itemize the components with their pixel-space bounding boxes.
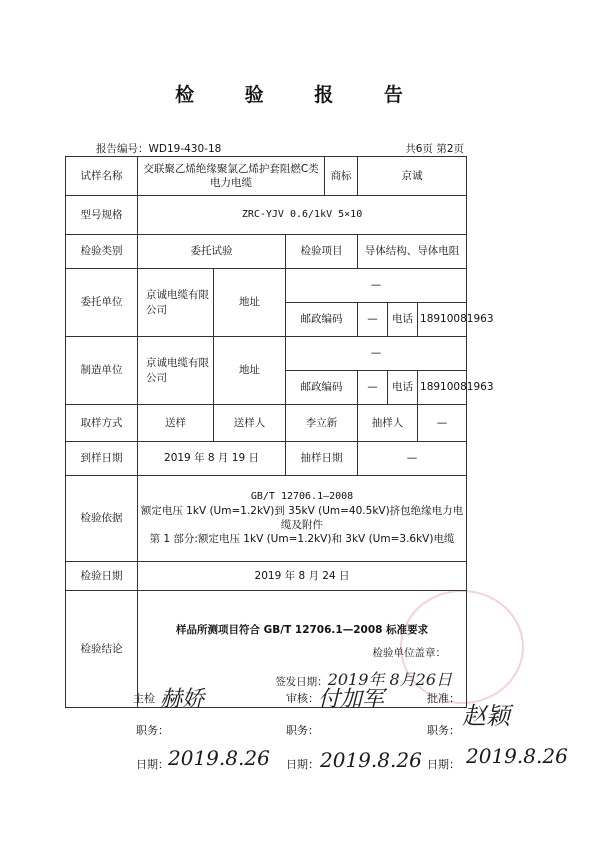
sender-label: 送样人 bbox=[214, 405, 286, 442]
stamp-label: 检验单位盖章： bbox=[372, 647, 447, 659]
client-postcode-value: — bbox=[358, 303, 388, 337]
row-sampling bbox=[66, 405, 467, 442]
brand-label: 商标 bbox=[325, 157, 358, 196]
maker-label: 制造单位 bbox=[66, 337, 138, 405]
row-maker-1 bbox=[66, 337, 467, 371]
chief-signature: 赫娇 bbox=[160, 687, 205, 712]
maker-address-label: 地址 bbox=[214, 337, 286, 405]
row-sample-name bbox=[66, 157, 467, 196]
row-test-type bbox=[66, 235, 467, 269]
test-item-label: 检验项目 bbox=[286, 235, 358, 269]
client-address-value: — bbox=[286, 269, 467, 303]
arrival-label: 到样日期 bbox=[66, 442, 138, 476]
brand-value: 京诚 bbox=[358, 157, 467, 196]
row-basis bbox=[66, 476, 467, 562]
reviewer-title-label: 职务： bbox=[286, 724, 319, 737]
reviewer-signature: 付加军 bbox=[318, 687, 385, 712]
basis-title-line2: 第 1 部分:额定电压 1kV (Um=1.2kV)和 3kV (Um=3.6kV)电缆 bbox=[149, 533, 455, 546]
maker-phone-value: 18910081963 bbox=[418, 371, 467, 405]
sampler-label: 抽样人 bbox=[358, 405, 418, 442]
model-label: 型号规格 bbox=[66, 196, 138, 235]
row-conclusion bbox=[66, 591, 467, 708]
client-address-label: 地址 bbox=[214, 269, 286, 337]
sample-name-value: 交联聚乙烯绝缘聚氯乙烯护套阻燃C类电力电缆 bbox=[138, 157, 325, 196]
client-value: 京诚电缆有限公司 bbox=[138, 269, 214, 337]
client-label: 委托单位 bbox=[66, 269, 138, 337]
issue-date-label: 签发日期： bbox=[275, 676, 328, 688]
basis-value bbox=[138, 476, 467, 562]
approver-title-label: 职务： bbox=[427, 724, 460, 737]
sampler-value: — bbox=[418, 405, 467, 442]
model-value: ZRC-YJV 0.6/1kV 5×10 bbox=[138, 196, 467, 235]
reviewer-date-label: 日期： bbox=[286, 758, 319, 771]
test-type-label: 检验类别 bbox=[66, 235, 138, 269]
row-client-1 bbox=[66, 269, 467, 303]
maker-phone-label: 电话 bbox=[388, 371, 418, 405]
approver-label: 批准： bbox=[427, 692, 460, 705]
arrival-value: 2019 年 8 月 19 日 bbox=[138, 442, 286, 476]
approver-signature: 赵颖 bbox=[462, 702, 510, 730]
maker-value: 京诚电缆有限公司 bbox=[138, 337, 214, 405]
test-type-value: 委托试验 bbox=[138, 235, 286, 269]
sampling-label: 取样方式 bbox=[66, 405, 138, 442]
row-test-date bbox=[66, 562, 467, 591]
chief-title-label: 职务： bbox=[136, 724, 169, 737]
sampling-date-value: — bbox=[358, 442, 467, 476]
chief-date: 2019.8.26 bbox=[168, 746, 270, 770]
reviewer-label: 审核： bbox=[286, 692, 319, 705]
approver-date: 2019.8.26 bbox=[466, 744, 568, 768]
sampling-value: 送样 bbox=[138, 405, 214, 442]
reviewer-date: 2019.8.26 bbox=[320, 748, 422, 772]
report-table bbox=[65, 156, 494, 708]
approver-date-label: 日期： bbox=[427, 758, 460, 771]
sample-name-label: 试样名称 bbox=[66, 157, 138, 196]
sampling-date-label: 抽样日期 bbox=[286, 442, 358, 476]
page-count: 共6页 第2页 bbox=[405, 143, 464, 155]
chief-date-label: 日期： bbox=[136, 758, 169, 771]
test-date-label: 检验日期 bbox=[66, 562, 138, 591]
client-phone-value: 18910081963 bbox=[418, 303, 467, 337]
maker-postcode-label: 邮政编码 bbox=[286, 371, 358, 405]
issue-date-handwritten: 2019年 8月26日 bbox=[327, 670, 453, 689]
basis-title-line1: 额定电压 1kV (Um=1.2kV)到 35kV (Um=40.5kV)挤包绝缘电力电缆及附件 bbox=[140, 504, 464, 532]
chief-label: 主检 bbox=[133, 692, 155, 705]
conclusion-label: 检验结论 bbox=[66, 591, 138, 708]
basis-label: 检验依据 bbox=[66, 476, 138, 562]
sender-value: 李立新 bbox=[286, 405, 358, 442]
row-model bbox=[66, 196, 467, 235]
row-arrival bbox=[66, 442, 467, 476]
client-postcode-label: 邮政编码 bbox=[286, 303, 358, 337]
report-number: 报告编号：WD19-430-18 bbox=[96, 143, 222, 155]
test-date-value: 2019 年 8 月 24 日 bbox=[138, 562, 467, 591]
client-phone-label: 电话 bbox=[388, 303, 418, 337]
maker-address-value: — bbox=[286, 337, 467, 371]
test-item-value: 导体结构、导体电阻 bbox=[358, 235, 467, 269]
basis-standard: GB/T 12706.1—2008 bbox=[250, 491, 354, 503]
maker-postcode-value: — bbox=[358, 371, 388, 405]
document-title: 检 验 报 告 bbox=[175, 84, 425, 106]
conclusion-text: 样品所测项目符合 GB/T 12706.1—2008 标准要求 bbox=[175, 624, 429, 636]
